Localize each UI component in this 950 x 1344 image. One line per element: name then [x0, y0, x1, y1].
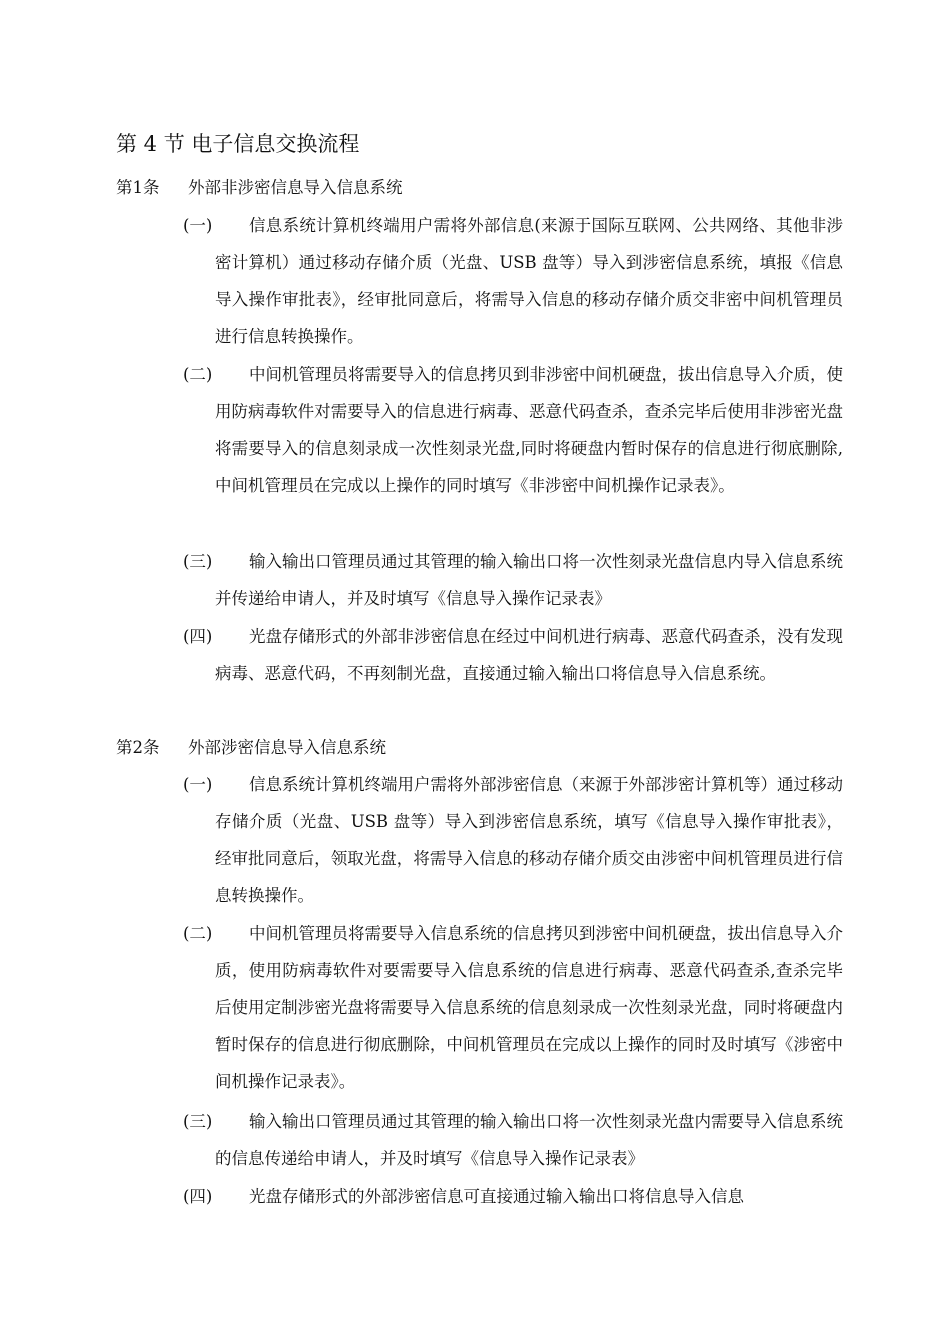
list-item [183, 1103, 843, 1177]
item-text: 光盘存储形式的外部非涉密信息在经过中间机进行病毒、恶意代码查杀，没有发现病毒、恶意代码，不再刻制光盘，直接通过输入输出口将信息导入信息系统。 [215, 627, 843, 683]
item-text: 中间机管理员将需要导入的信息拷贝到非涉密中间机硬盘，拔出信息导入介质，使用防病毒软件对需要导入的信息进行病毒、恶意代码查杀，查杀完毕后使用非涉密光盘将需要导入的信息刻录成一次性刻录光盘,同时将硬盘内暂时保存的信息进行彻底删除,中间机管理员在完成以上操作的同时填写《非涉密中间机操作记录表》。 [215, 365, 843, 495]
section-title: 第 4 节 电子信息交换流程 [116, 132, 360, 156]
list-item [183, 1178, 843, 1215]
item-text: 信息系统计算机终端用户需将外部信息(来源于国际互联网、公共网络、其他非涉密计算机）通过移动存储介质（光盘、USB 盘等）导入到涉密信息系统，填报《信息导入操作审批表》，经审批同意后，将需导入信息的移动存储介质交非密中间机管理员进行信息转换操作。 [215, 216, 843, 346]
article-title: 外部非涉密信息导入信息系统 [188, 178, 403, 197]
item-number: (三) [183, 552, 213, 571]
item-number: (二) [183, 365, 213, 384]
item-text: 信息系统计算机终端用户需将外部涉密信息（来源于外部涉密计算机等）通过移动存储介质（光盘、USB 盘等）导入到涉密信息系统，填写《信息导入操作审批表》，经审批同意后，领取光盘，将需导入信息的移动存储介质交由涉密中间机管理员进行信息转换操作。 [215, 775, 843, 905]
list-item [183, 356, 843, 504]
list-item [183, 915, 843, 1100]
item-text: 输入输出口管理员通过其管理的输入输出口将一次性刻录光盘内需要导入信息系统的信息传递给申请人，并及时填写《信息导入操作记录表》 [215, 1112, 843, 1168]
item-number: (一) [183, 775, 213, 794]
article-heading [116, 736, 386, 760]
item-text: 光盘存储形式的外部涉密信息可直接通过输入输出口将信息导入信息 [249, 1187, 744, 1206]
item-number: (三) [183, 1112, 213, 1131]
item-number: (四) [183, 1187, 213, 1206]
list-item [183, 618, 843, 692]
item-number: (二) [183, 924, 213, 943]
list-item [183, 207, 843, 355]
item-number: (一) [183, 216, 213, 235]
item-text: 中间机管理员将需要导入信息系统的信息拷贝到涉密中间机硬盘，拔出信息导入介质，使用防病毒软件对要需要导入信息系统的信息进行病毒、恶意代码查杀,查杀完毕后使用定制涉密光盘将需要导入信息系统的信息刻录成一次性刻录光盘，同时将硬盘内暂时保存的信息进行彻底删除，中间机管理员在完成以上操作的同时及时填写《涉密中间机操作记录表》。 [215, 924, 843, 1091]
article-heading [116, 176, 403, 200]
list-item [183, 766, 843, 914]
list-item [183, 543, 843, 617]
article-title: 外部涉密信息导入信息系统 [188, 738, 386, 757]
item-text: 输入输出口管理员通过其管理的输入输出口将一次性刻录光盘信息内导入信息系统并传递给申请人，并及时填写《信息导入操作记录表》 [215, 552, 843, 608]
item-number: (四) [183, 627, 213, 646]
article-number: 第2条 [116, 738, 160, 757]
article-number: 第1条 [116, 178, 160, 197]
